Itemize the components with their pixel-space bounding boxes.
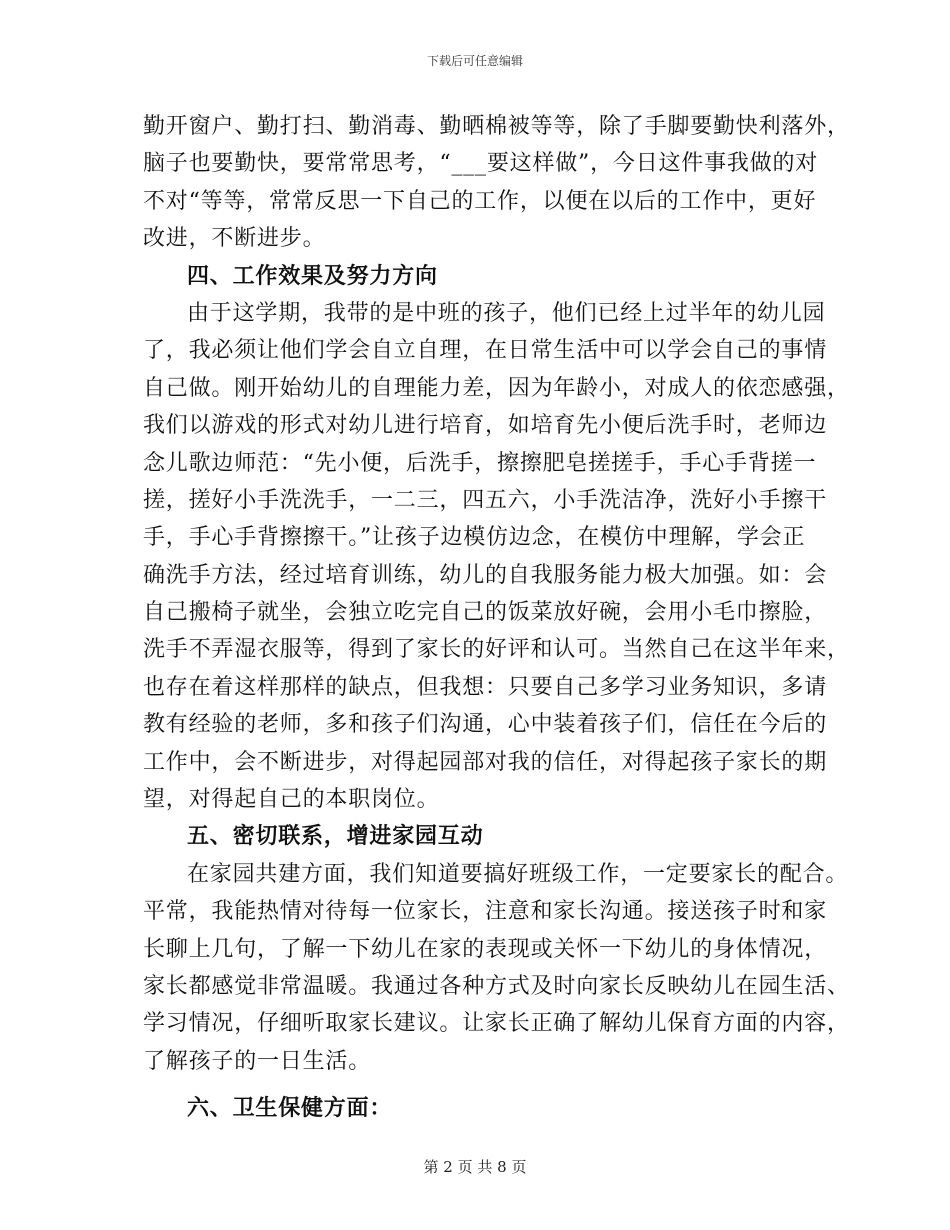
text-line: 不对“等等，常常反思一下自己的工作，以便在以后的工作中，更好	[143, 188, 817, 214]
text-line: 勤开窗户、勤打扫、勤消毒、勤晒棉被等等，除了手脚要勤快利落外，	[143, 114, 850, 139]
text-line: 望，对得起自己的本职岗位。	[143, 787, 440, 813]
text-line: 自己搬椅子就坐，会独立吃完自己的饭菜放好碗，会用小毛巾擦脸，	[143, 600, 828, 626]
text-line: 自己做。刚开始幼儿的自理能力差，因为年龄小，对成人的依恋感强，	[143, 375, 850, 401]
text-line: 家长都感觉非常温暖。我通过各种方式及时向家长反映幼儿在园生活、	[143, 973, 850, 999]
text-line: 工作中，会不断进步，对得起园部对我的信任，对得起孩子家长的期	[143, 749, 828, 775]
text-line: 了，我必须让他们学会自立自理，在日常生活中可以学会自己的事情	[143, 338, 828, 364]
section-heading: 四、工作效果及努力方向	[187, 262, 438, 289]
text-line: 了解孩子的一日生活。	[143, 1048, 372, 1074]
page-footer: 第 2 页 共 8 页	[423, 1158, 527, 1176]
text-line: 洗手不弄湿衣服等，得到了家长的好评和认可。当然自己在这半年来，	[143, 637, 850, 663]
section-heading: 五、密切联系，增进家园互动	[187, 823, 484, 850]
text-line: 也存在着这样那样的缺点，但我想：只要自己多学习业务知识，多请	[143, 674, 828, 700]
text-line: 手，手心手背擦擦干。”让孩子边模仿边念，在模仿中理解，学会正	[143, 525, 806, 551]
paragraph-first-line: 在家园共建方面，我们知道要搞好班级工作，一定要家长的配合。	[187, 861, 849, 887]
document-body	[143, 108, 850, 1128]
page-header: 下载后可任意编辑	[426, 54, 523, 68]
text-line: 确洗手方法，经过培育训练，幼儿的自我服务能力极大加强。如：会	[143, 562, 828, 588]
section-heading: 六、卫生保健方面：	[187, 1095, 393, 1122]
paragraph-first-line: 由于这学期，我带的是中班的孩子，他们已经上过半年的幼儿园	[187, 300, 826, 326]
text-line: 脑子也要勤快，要常常思考，“___要这样做”，今日这件事我做的对	[143, 151, 819, 177]
paragraph-gap	[143, 1080, 823, 1090]
text-line: 教有经验的老师，多和孩子们沟通，心中装着孩子们，信任在今后的	[143, 712, 828, 738]
text-line: 长聊上几句，了解一下幼儿在家的表现或关怀一下幼儿的身体情况，	[143, 936, 828, 962]
text-line: 念儿歌边师范：“先小便，后洗手，擦擦肥皂搓搓手，手心手背搓一	[143, 450, 817, 476]
text-line: 我们以游戏的形式对幼儿进行培育，如培育先小便后洗手时，老师边	[143, 413, 828, 439]
text-line: 学习情况，仔细听取家长建议。让家长正确了解幼儿保育方面的内容，	[143, 1011, 850, 1037]
text-line: 搓，搓好小手洗洗手，一二三，四五六，小手洗洁净，洗好小手擦干	[143, 487, 828, 513]
text-line: 改进，不断进步。	[143, 226, 326, 252]
text-line: 平常，我能热情对待每一位家长，注意和家长沟通。接送孩子时和家	[143, 899, 828, 925]
